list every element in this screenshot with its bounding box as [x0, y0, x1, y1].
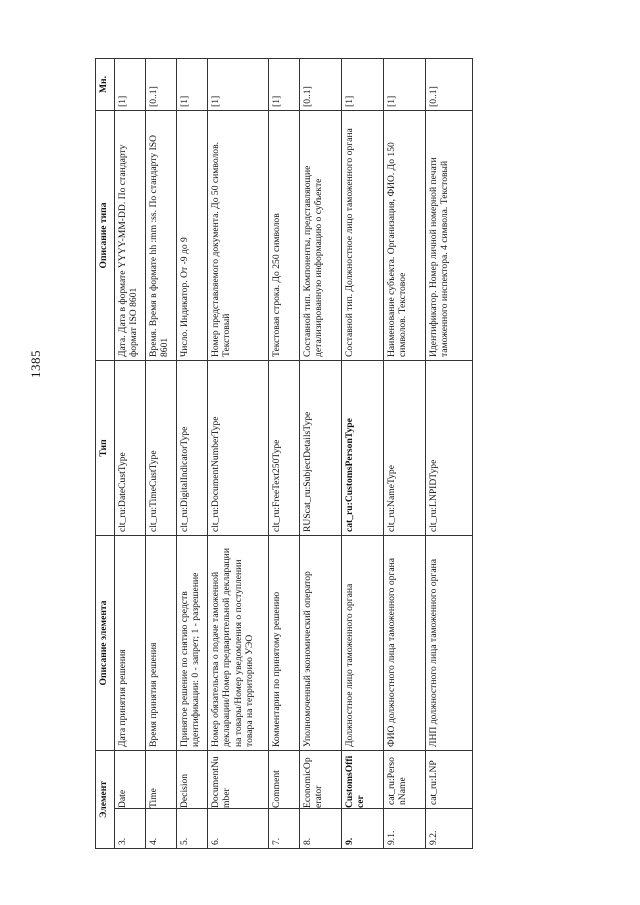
table-container [95, 59, 527, 849]
row-mn: [1] [342, 59, 384, 111]
row-type-desc: Число. Индикатор. От -9 до 9 [177, 111, 208, 361]
row-type-desc: Составной тип. Компоненты, представляющие детализированную информацию о субъекте [300, 111, 342, 361]
row-number: 7. [269, 809, 300, 849]
row-number: 5. [177, 809, 208, 849]
row-number: 3. [115, 809, 146, 849]
row-type: clt_ru:DateCustType [115, 361, 146, 536]
row-mn: [1] [177, 59, 208, 111]
row-type: clt_ru:DocumentNumberType [208, 361, 269, 536]
table-row [269, 59, 300, 849]
row-number: 9.2. [426, 809, 473, 849]
header-mn: Мн. [96, 59, 115, 111]
row-element-desc: Принятое решение по снятию средств идентификации: 0 - запрет; 1 - разрешение [177, 536, 208, 751]
table-row [342, 59, 384, 849]
row-element: Date [115, 751, 146, 809]
row-mn: [0..1] [300, 59, 342, 111]
header-type: Тип [96, 361, 115, 536]
row-element-desc: Должностное лицо таможенного органа [342, 536, 384, 751]
row-mn: [0..1] [426, 59, 473, 111]
row-element: Time [146, 751, 177, 809]
row-mn: [1] [115, 59, 146, 111]
row-element: CustomsOfficer [342, 751, 384, 809]
row-number: 9. [342, 809, 384, 849]
row-type-desc: Время. Время в формате hh :mm :ss. По стандарту ISO 8601 [146, 111, 177, 361]
row-type-desc: Наименование субъекта. Организация, ФИО. До 150 символов. Текстовое [384, 111, 426, 361]
row-type-desc: Номер представляемого документа. До 50 символов. Текстовый [208, 111, 269, 361]
row-type: clt_ru:LNPIDType [426, 361, 473, 536]
table-row [115, 59, 146, 849]
header-element-desc: Описание элемента [96, 536, 115, 751]
row-element: Decision [177, 751, 208, 809]
row-type-desc: Дата. Дата в формате YYYY-MM-DD. По стандарту формат ISO 8601 [115, 111, 146, 361]
row-type-desc: Составной тип. Должностное лицо таможенного органа [342, 111, 384, 361]
row-element-desc: Дата принятия решения [115, 536, 146, 751]
row-mn: [0..1] [146, 59, 177, 111]
row-type: RUScat_ru:SubjectDetailsType [300, 361, 342, 536]
row-type: cat_ru:CustomsPersonType [342, 361, 384, 536]
row-type-desc: Идентификатор. Номер личной номерной печати таможенного инспектора. 4 символа. Текстовый [426, 111, 473, 361]
row-element: cat_ru:LNP [426, 751, 473, 809]
row-type: clt_ru:NameType [384, 361, 426, 536]
row-mn: [1] [384, 59, 426, 111]
row-element-desc: Время принятия решения [146, 536, 177, 751]
header-type-desc: Описание типа [96, 111, 115, 361]
row-type: clt_ru:FreeText250Type [269, 361, 300, 536]
table-row [146, 59, 177, 849]
row-number: 8. [300, 809, 342, 849]
row-element-desc: Уполномоченный экономический оператор [300, 536, 342, 751]
row-number: 9.1. [384, 809, 426, 849]
header-element: Элемент [96, 751, 115, 849]
row-element-desc: Комментарии по принятому решению [269, 536, 300, 751]
row-element-desc: ФИО должностного лица таможенного органа [384, 536, 426, 751]
row-mn: [1] [269, 59, 300, 111]
row-element-desc: ЛНП должностного лица таможенного органа [426, 536, 473, 751]
row-number: 4. [146, 809, 177, 849]
table-row [300, 59, 342, 849]
row-type-desc: Текстовая строка. До 250 символов [269, 111, 300, 361]
table-row [384, 59, 426, 849]
table-row [426, 59, 473, 849]
row-element: DocumentNumber [208, 751, 269, 809]
row-element: Comment [269, 751, 300, 809]
row-type: clt_ru:TimeCustType [146, 361, 177, 536]
page-number: 1385 [28, 350, 43, 378]
row-mn: [1] [208, 59, 269, 111]
row-element: cat_ru:PersonName [384, 751, 426, 809]
table-row [208, 59, 269, 849]
row-number: 6. [208, 809, 269, 849]
row-element: EconomicOperator [300, 751, 342, 809]
row-type: clt_ru:DigitalIndicatorType [177, 361, 208, 536]
row-element-desc: Номер обязательства о подаче таможенной декларации/Номер предварительной декларации на товары/Номер уведомления о поступлении товара на территорию УЭО [208, 536, 269, 751]
table-row [177, 59, 208, 849]
structure-table [95, 58, 473, 849]
header-row [96, 59, 115, 849]
